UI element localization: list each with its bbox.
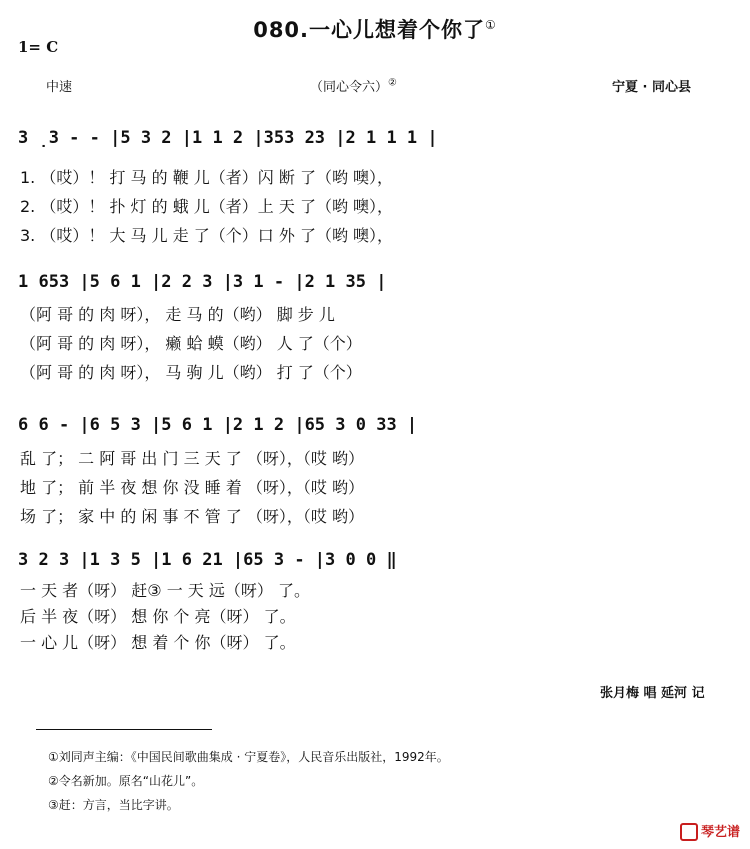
watermark-logo: 琴艺谱 xyxy=(680,821,740,842)
song-origin: 宁夏 · 同心县 xyxy=(612,80,691,95)
tempo-marking: 中速 xyxy=(46,80,73,95)
footnote: ②令名新加。原名“山花儿”。 xyxy=(48,774,204,788)
logo-icon xyxy=(680,823,698,841)
song-title: 080.一心儿想着个你了① xyxy=(253,18,497,42)
footnote-divider xyxy=(36,729,212,730)
lyric-line: 场 了； 家 中 的 闲 事 不 管 了 （呀），（哎 哟） xyxy=(20,507,364,526)
performer-credits: 张月梅 唱 延河 记 xyxy=(600,686,705,701)
lyric-line: 后 半 夜（呀） 想 你 个 亮（呀） 了。 xyxy=(20,607,296,626)
lyric-line: 一 天 者（呀） 赶③ 一 天 远（呀） 了。 xyxy=(20,581,310,600)
lyric-line: 一 心 儿（呀） 想 着 个 你（呀） 了。 xyxy=(20,633,296,652)
footnote: ③赶：方言，当比字讲。 xyxy=(48,798,179,812)
lyric-line: （阿 哥 的 肉 呀）， 癞 蛤 蟆（哟） 人 了（个） xyxy=(20,334,362,353)
footnote: ①刘同声主编：《中国民间歌曲集成 · 宁夏卷》，人民音乐出版社，1992年。 xyxy=(48,750,449,764)
lyric-line: 地 了； 前 半 夜 想 你 没 睡 着 （呀），（哎 哟） xyxy=(20,478,364,497)
song-subtitle: （同心令六）② xyxy=(310,77,397,95)
lyric-line: （阿 哥 的 肉 呀）， 走 马 的（哟） 脚 步 儿 xyxy=(20,305,335,324)
notation-line-3: 6 6 - |6 5 3 |5 6 1 |2 1 2 |65 3 0 33 | xyxy=(18,415,418,435)
notation-line-4: 3 2 3 |1 3 5 |1 6 21 |65 3 - |3 0 0 ‖ xyxy=(18,550,397,570)
lyric-line: （阿 哥 的 肉 呀）， 马 驹 儿（哟） 打 了（个） xyxy=(20,363,362,382)
notation-line-1: 3 ̣3 - - |5 3 2 |1 1 2 |353 23 |2 1 1 1 | xyxy=(18,128,438,148)
notation-line-2: 1 653 |5 6 1 |2 2 3 |3 1 - |2 1 35 | xyxy=(18,272,387,292)
lyric-line: 2. （哎）！ 扑 灯 的 蛾 儿（者）上 天 了（哟 噢）， xyxy=(20,197,394,216)
lyric-line: 乱 了； 二 阿 哥 出 门 三 天 了 （呀），（哎 哟） xyxy=(20,449,364,468)
lyric-line: 1. （哎）！ 打 马 的 鞭 儿（者）闪 断 了（哟 噢）， xyxy=(20,168,394,187)
lyric-line: 3. （哎）！ 大 马 儿 走 了（个）口 外 了（哟 噢）， xyxy=(20,226,394,245)
key-signature: 1= C xyxy=(18,38,59,56)
